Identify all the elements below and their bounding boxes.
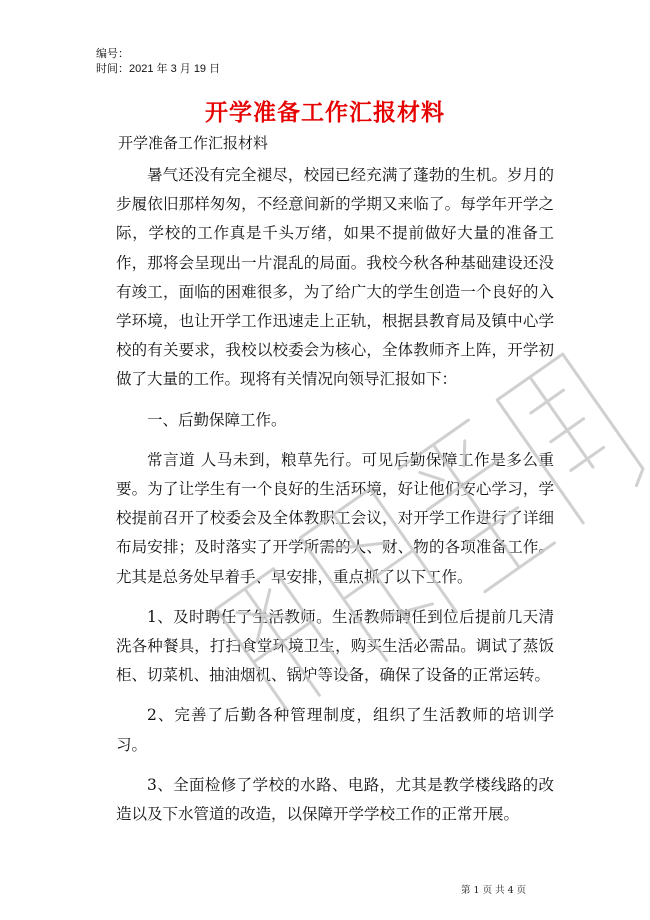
section-heading-logistics: 一、后勤保障工作。 (147, 410, 287, 429)
paragraph-intro: 暑气还没有完全褪尽，校园已经充满了蓬勃的生机。岁月的步履依旧那样匆匆，不经意间新的学期又来临了。每学年开学之际，学校的工作真是千头万绪，如果不提前做好大量的准备工作，那将会呈现出一片混乱的局面。我校今秋各种基础建设还没有竣工，面临的困难很多，为了给广大的学生创造一个良好的入学环境，也让开学工作迅速走上正轨，根据县教育局及镇中心学校的有关要求，我校以校委会为核心，全体教师齐上阵，开学初做了大量的工作。现将有关情况向领导汇报如下： (116, 166, 554, 389)
document-meta (96, 47, 220, 77)
page-subtitle: 开学准备工作汇报材料 (118, 134, 269, 152)
page-footer: 第 1 页 共 4 页 (461, 885, 527, 896)
list-item-3: 3、全面检修了学校的水路、电路，尤其是教学楼线路的改造以及下水管道的改造，以保障开学学校工作的正常开展。 (116, 775, 554, 824)
document-number-label: 编号： (96, 48, 129, 60)
document-body (116, 161, 554, 840)
document-time: 时间：2021 年 3 月 19 日 (96, 63, 221, 75)
paragraph-logistics: 常言道 人马未到，粮草先行。可见后勤保障工作是多么重要。为了让学生有一个良好的生活环境，好让他们安心学习，学校提前召开了校委会及全体教职工会议，对开学工作进行了详细布局安排；及时落实了开学所需的人、财、物的各项准备工作。尤其是总务处早着手、早安排，重点抓了以下工作。 (116, 450, 554, 586)
list-item-2: 2、完善了后勤各种管理制度，组织了生活教师的培训学习。 (116, 706, 554, 754)
page-title: 开学准备工作汇报材料 (205, 99, 445, 126)
list-item-1: 1、及时聘任了生活教师。生活教师聘任到位后提前几天清洗各种餐具，打扫食堂环境卫生，购买生活必需品。调试了蒸饭柜、切菜机、抽油烟机、锅炉等设备，确保了设备的正常运转。 (116, 607, 554, 685)
